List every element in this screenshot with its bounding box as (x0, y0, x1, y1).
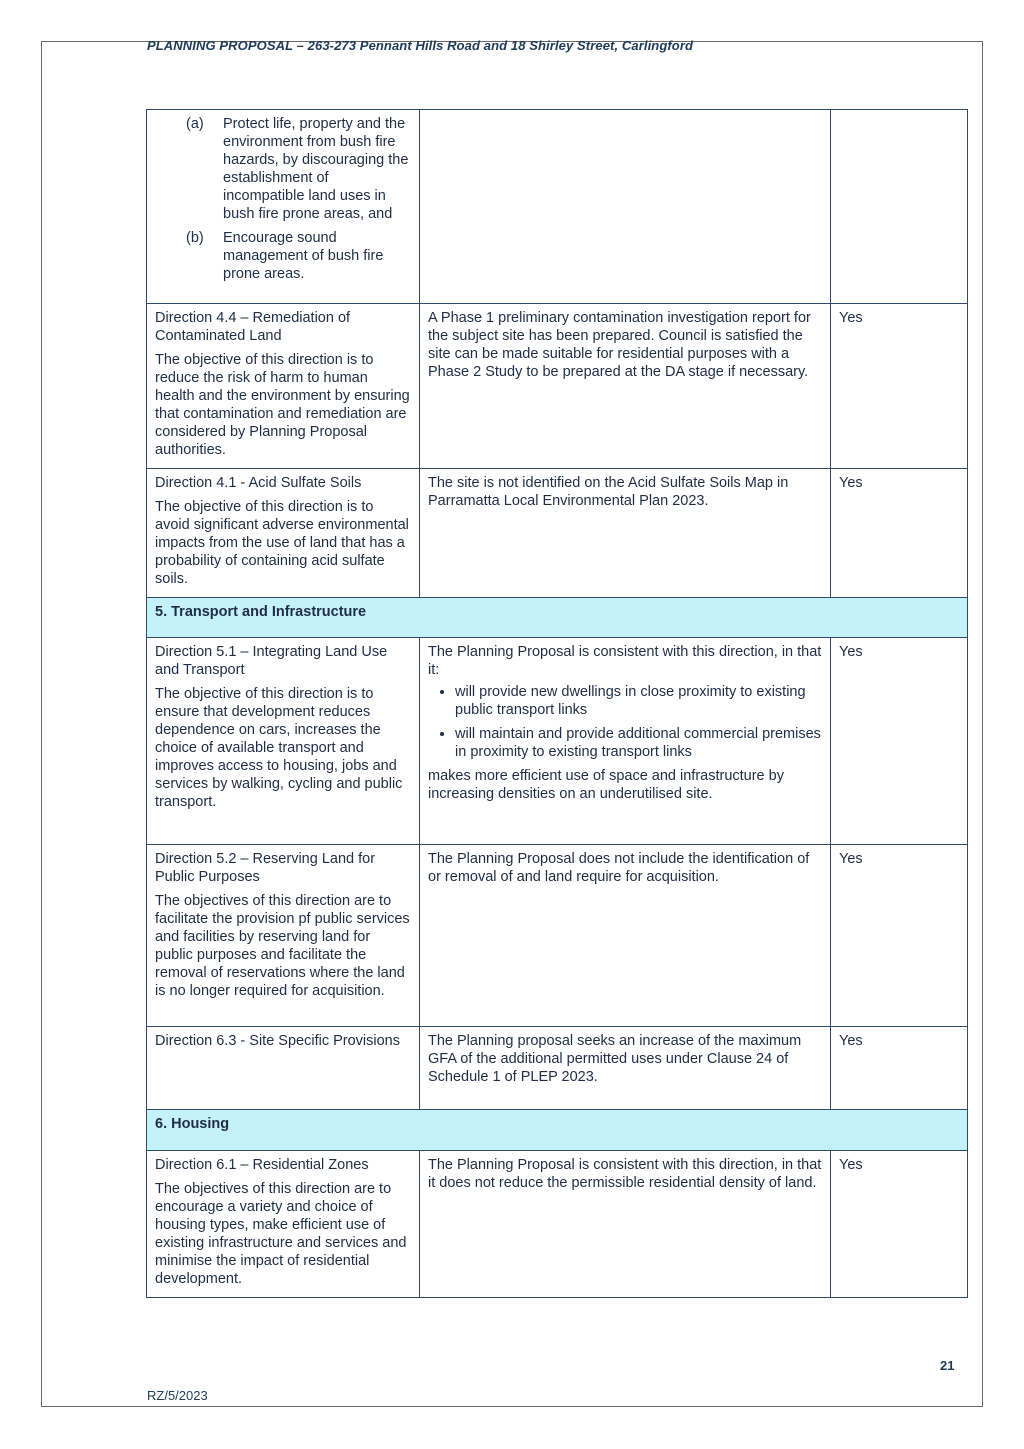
direction-cell (147, 845, 420, 1027)
consistency-value: Yes (831, 1027, 968, 1110)
item-text: Protect life, property and the environment from bush fire hazards, by discouraging the establishment of incompatible land uses in bush fire prone areas, and (223, 116, 409, 222)
section-title: 6. Housing (147, 1110, 968, 1151)
response-bullets (428, 683, 822, 761)
direction-cell (147, 1151, 420, 1298)
direction-objective: The objective of this direction is to avoid significant adverse environmental impacts from the use of land that has a probability of containing acid sulfate soils. (155, 499, 409, 587)
response-text: The Planning Proposal is consistent with this direction, in that it does not reduce the permissible residential density of land. (428, 1157, 822, 1191)
response-cell (420, 110, 831, 304)
section-header-housing (147, 1110, 968, 1151)
response-text: A Phase 1 preliminary contamination investigation report for the subject site has been prepared. Council is satisfied the site can be made suitable for residential purposes with a Phase 2 Study to be prepared at the DA stage if necessary. (428, 310, 811, 380)
response-text: The Planning Proposal does not include the identification of or removal of and land require for acquisition. (428, 851, 810, 885)
direction-cell (147, 1027, 420, 1110)
table-row-direction-5-1 (147, 638, 968, 845)
response-cell (420, 304, 831, 469)
list-item (155, 229, 411, 283)
objectives-cell (147, 110, 420, 304)
response-cell (420, 1151, 831, 1298)
direction-objective: The objectives of this direction are to encourage a variety and choice of housing types, make efficient use of existing infrastructure and services and minimise the impact of residential development. (155, 1181, 407, 1287)
list-item: • will maintain and provide additional commercial premises in proximity to existing transport links (455, 725, 822, 761)
table-row-direction-4-4 (147, 304, 968, 469)
document-reference: RZ/5/2023 (147, 1388, 208, 1403)
consistency-value: Yes (831, 304, 968, 469)
item-text: Encourage sound management of bush fire prone areas. (223, 230, 384, 282)
consistency-cell (831, 110, 968, 304)
response-intro: The Planning Proposal is consistent with this direction, in that it: (428, 644, 822, 678)
direction-title: Direction 5.2 – Reserving Land for Public Purposes (155, 851, 376, 885)
page-header: PLANNING PROPOSAL – 263-273 Pennant Hills Road and 18 Shirley Street, Carlingford (147, 38, 694, 53)
consistency-value: Yes (831, 638, 968, 845)
direction-objective: The objective of this direction is to reduce the risk of harm to human health and the environment by ensuring that contamination and remediation are considered by Planning Proposal authorities. (155, 352, 410, 458)
direction-title: Direction 6.1 – Residential Zones (155, 1157, 369, 1173)
response-cell (420, 845, 831, 1027)
item-label: (a) (186, 116, 204, 132)
response-text: The Planning proposal seeks an increase of the maximum GFA of the additional permitted uses under Clause 24 of Schedule 1 of PLEP 2023. (428, 1033, 802, 1085)
table-row-direction-4-1 (147, 469, 968, 598)
table-row-direction-6-3 (147, 1027, 968, 1110)
direction-title: Direction 5.1 – Integrating Land Use and Transport (155, 644, 388, 678)
section-header-transport (147, 598, 968, 638)
direction-cell (147, 638, 420, 845)
response-cell (420, 1027, 831, 1110)
direction-objective: The objective of this direction is to ensure that development reduces dependence on cars, increases the choice of available transport and improves access to housing, jobs and services by walking, cycling and public transport. (155, 686, 403, 810)
consistency-table (146, 109, 968, 1298)
table-row-direction-5-2 (147, 845, 968, 1027)
objective-list (155, 115, 411, 283)
consistency-value: Yes (831, 845, 968, 1027)
list-item: • will provide new dwellings in close proximity to existing public transport links (455, 683, 822, 719)
response-cell (420, 469, 831, 598)
table-row-bushfire (147, 110, 968, 304)
section-title: 5. Transport and Infrastructure (147, 598, 968, 638)
consistency-value: Yes (831, 1151, 968, 1298)
direction-cell (147, 304, 420, 469)
table-row-direction-6-1 (147, 1151, 968, 1298)
item-label: (b) (186, 230, 204, 246)
direction-title: Direction 4.1 - Acid Sulfate Soils (155, 475, 362, 491)
consistency-value: Yes (831, 469, 968, 598)
list-item (155, 115, 411, 223)
direction-title: Direction 4.4 – Remediation of Contaminated Land (155, 310, 351, 344)
response-outro: makes more efficient use of space and infrastructure by increasing densities on an underutilised site. (428, 768, 784, 802)
page-number: 21 (940, 1358, 955, 1373)
response-cell (420, 638, 831, 845)
direction-cell (147, 469, 420, 598)
direction-title: Direction 6.3 - Site Specific Provisions (155, 1033, 400, 1049)
response-text: The site is not identified on the Acid Sulfate Soils Map in Parramatta Local Environmental Plan 2023. (428, 475, 789, 509)
direction-objective: The objectives of this direction are to facilitate the provision pf public services and facilities by reserving land for public purposes and facilitate the removal of reservations where the land is no longer required for acquisition. (155, 893, 410, 999)
